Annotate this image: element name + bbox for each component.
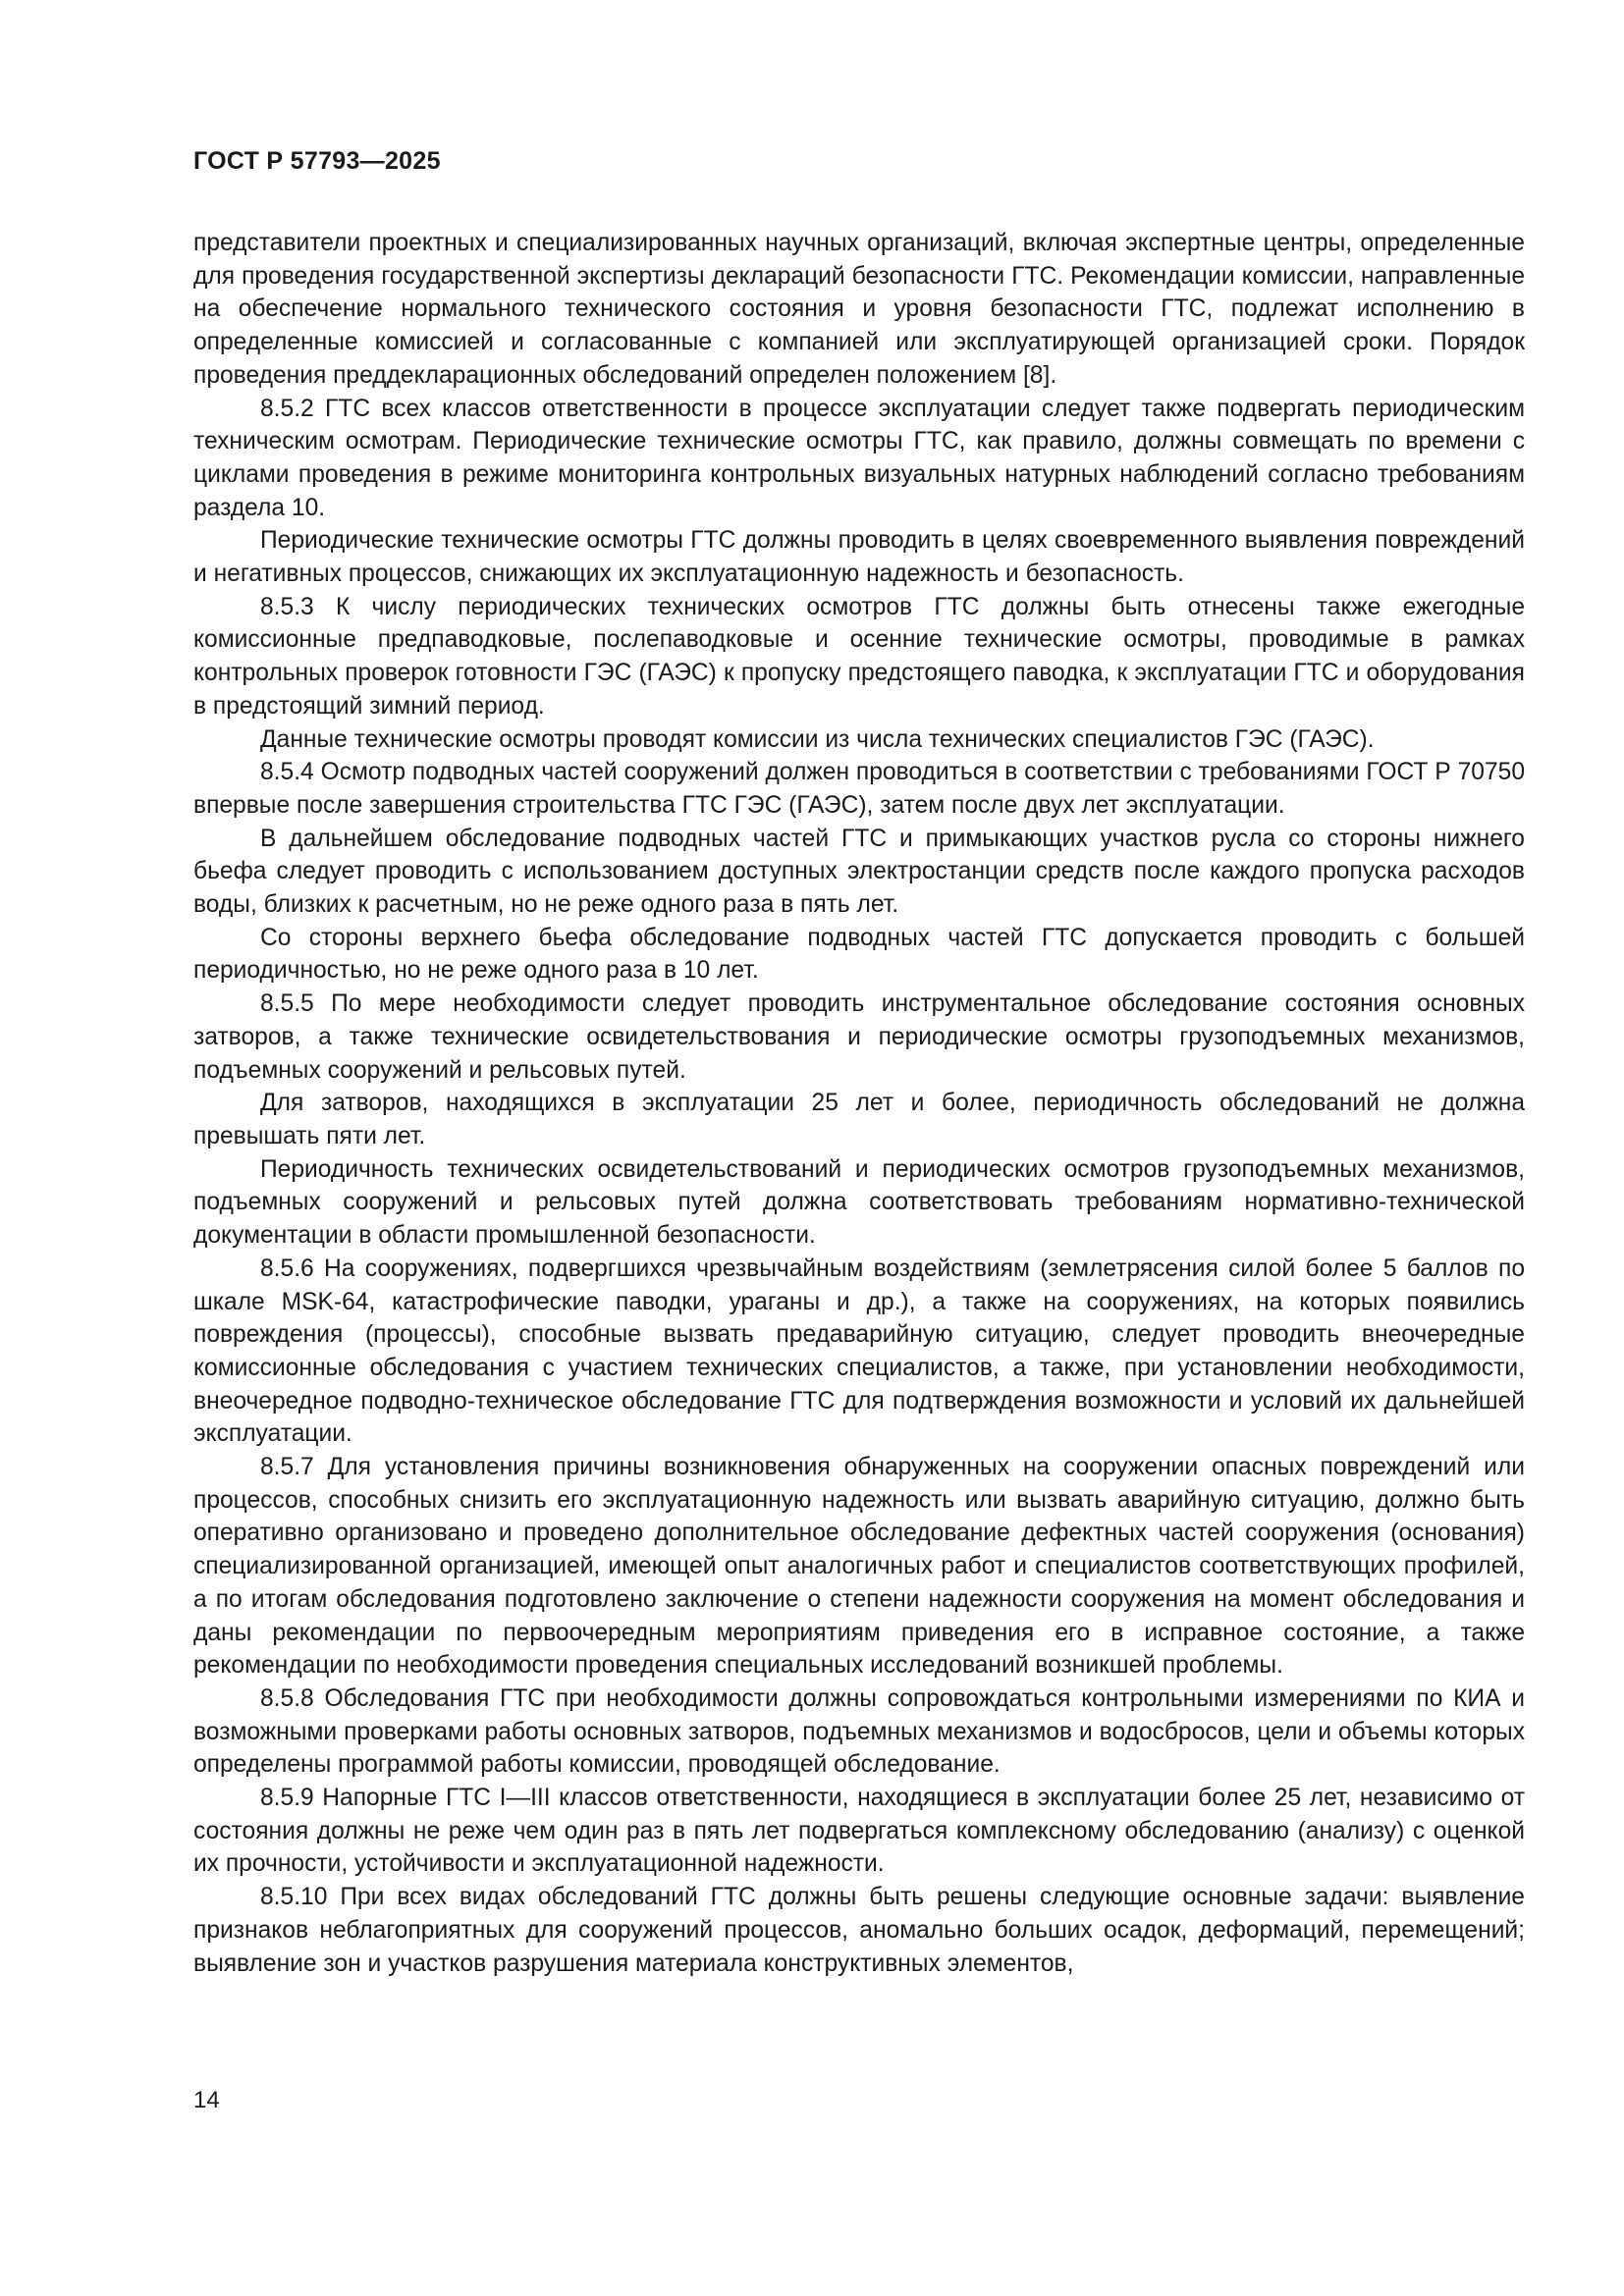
paragraph-8-5-2: 8.5.2 ГТС всех классов ответственности в процессе эксплуатации следует также подвергать периодическим техническим осмотрам. Периодические технические осмотры ГТС, как правило, должны совмещать по времени с циклами проведения в режиме мониторинга контрольных визуальных натурных наблюдений согласно требованиям раздела 10. bbox=[193, 395, 1525, 521]
paragraph: Со стороны верхнего бьефа обследование подводных частей ГТС допускается проводить с большей периодичностью, но не реже одного раза в 10 лет. bbox=[193, 924, 1525, 985]
paragraph: Для затворов, находящихся в эксплуатации 25 лет и более, периодичность обследований не должна превышать пяти лет. bbox=[193, 1090, 1525, 1149]
paragraph-8-5-10: 8.5.10 При всех видах обследований ГТС должны быть решены следующие основные задачи: выявление признаков неблагоприятных для сооружений процессов, аномально больших осадок, деформаций, перемещений; выявление зон и участков разрушения материала конструктивных элементов, bbox=[193, 1884, 1525, 1977]
paragraph: Периодичность технических освидетельствований и периодических осмотров грузоподъемных механизмов, подъемных сооружений и рельсовых путей должна соответствовать требованиям нормативно-технической документации в области промышленной безопасности. bbox=[193, 1155, 1525, 1250]
paragraph-8-5-3: 8.5.3 К числу периодических технических осмотров ГТС должны быть отнесены также ежегодные комиссионные предпаводковые, послепаводковые и осенние технические осмотры, проводимые в рамках контрольных проверок готовности ГЭС (ГАЭС) к пропуску предстоящего паводка, к эксплуатации ГТС и оборудования в предстоящий зимний период. bbox=[193, 593, 1525, 720]
paragraph-8-5-5: 8.5.5 По мере необходимости следует проводить инструментальное обследование состояния основных затворов, а также технические освидетельствования и периодические осмотры грузоподъемных механизмов, подъемных сооружений и рельсовых путей. bbox=[193, 990, 1525, 1084]
paragraph-8-5-7: 8.5.7 Для установления причины возникновения обнаруженных на сооружении опасных повреждений или процессов, способных снизить его эксплуатационную надежность или вызвать аварийную ситуацию, должно быть оперативно организовано и проведено дополнительное обследование дефектных частей сооружения (основания) специализированной организацией, имеющей опыт аналогичных работ и специалистов соответствующих профилей, а по итогам обследования подготовлено заключение о степени надежности сооружения на момент обследования и даны рекомендации по первоочередным мероприятиям приведения его в исправное состояние, а также рекомендации по необходимости проведения специальных исследований возникшей проблемы. bbox=[193, 1454, 1525, 1680]
document-body bbox=[193, 227, 1525, 1980]
paragraph-continuation: представители проектных и специализированных научных организаций, включая экспертные центры, определенные для проведения государственной экспертизы деклараций безопасности ГТС. Рекомендации комиссии, направленные на обеспечение нормального технического состояния и уровня безопасности ГТС, подлежат исполнению в определенные комиссией и согласованные с компанией или эксплуатирующей организацией сроки. Порядок проведения преддекларационных обследований определен положением [8]. bbox=[193, 230, 1525, 389]
paragraph-8-5-8: 8.5.8 Обследования ГТС при необходимости должны сопровождаться контрольными измерениями по КИА и возможными проверками работы основных затворов, подъемных механизмов и водосбросов, цели и объемы которых определены программой работы комиссии, проводящей обследование. bbox=[193, 1684, 1525, 1779]
paragraph: В дальнейшем обследование подводных частей ГТС и примыкающих участков русла со стороны нижнего бьефа следует проводить с использованием доступных электростанции средств после каждого пропуска расходов воды, близких к расчетным, но не реже одного раза в пять лет. bbox=[193, 825, 1525, 919]
page-number: 14 bbox=[193, 2087, 220, 2113]
document-standard-header: ГОСТ Р 57793—2025 bbox=[193, 147, 441, 175]
paragraph-8-5-9: 8.5.9 Напорные ГТС I—III классов ответственности, находящиеся в эксплуатации более 25 лет, независимо от состояния должны не реже чем один раз в пять лет подвергаться комплексному обследованию (анализу) с оценкой их прочности, устойчивости и эксплуатационной надежности. bbox=[193, 1785, 1525, 1878]
paragraph: Периодические технические осмотры ГТС должны проводить в целях своевременного выявления повреждений и негативных процессов, снижающих их эксплуатационную надежность и безопасность. bbox=[193, 527, 1525, 588]
paragraph: Данные технические осмотры проводят комиссии из числа технических специалистов ГЭС (ГАЭС). bbox=[260, 725, 1375, 753]
paragraph-8-5-6: 8.5.6 На сооружениях, подвергшихся чрезвычайным воздействиям (землетрясения силой более 5 баллов по шкале MSK-64, катастрофические паводки, ураганы и др.), а также на сооружениях, на которых появились повреждения (процессы), способные вызвать предаварийную ситуацию, следует проводить внеочередные комиссионные обследования с участием технических специалистов, а также, при установлении необходимости, внеочередное подводно-техническое обследование ГТС для подтверждения возможности и условий их дальнейшей эксплуатации. bbox=[193, 1255, 1525, 1448]
paragraph-8-5-4: 8.5.4 Осмотр подводных частей сооружений должен проводиться в соответствии с требованиями ГОСТ Р 70750 впервые после завершения строительства ГТС ГЭС (ГАЭС), затем после двух лет эксплуатации. bbox=[193, 759, 1525, 819]
